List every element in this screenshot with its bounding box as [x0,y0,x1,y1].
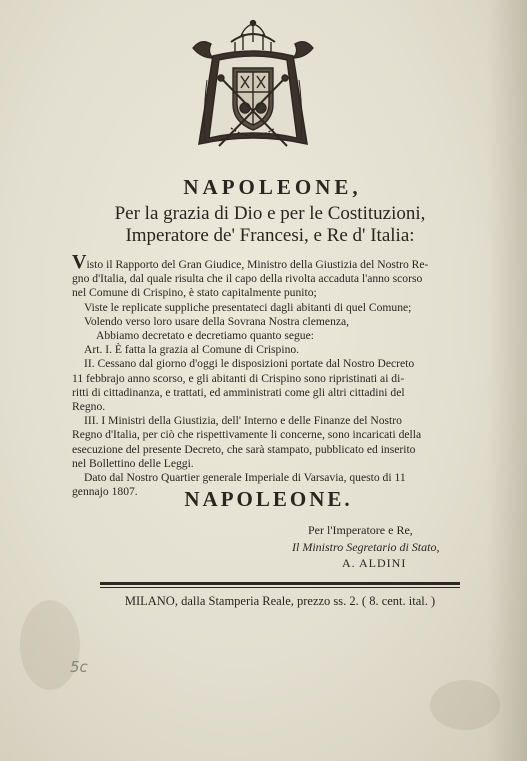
article-2-line: II. Cessano dal giorno d'oggi le disposizioni portate dal Nostro Decreto [84,357,415,371]
page-edge-shadow [487,0,527,761]
preamble-line: gno d'Italia, dal quale risulta che il capo della rivolta accaduta l'anno scorso [72,272,423,286]
decree-subtitle-line-2: Imperatore de' Francesi, e Re d' Italia: [125,225,415,246]
considerando-line: Viste le replicate suppliche presentateci dagli abitanti di quel Comune; [84,300,412,314]
preamble-line [72,251,464,273]
article-2-line: Regno. [72,400,106,414]
decree-subtitle-line-1: Per la grazia di Dio e per le Costituzioni, [114,203,426,224]
pencil-annotation: 5c [70,658,88,676]
article-2-line: 11 febbrajo anno scorso, e gli abitanti di Crispino sono ripristinati ai di- [72,371,405,385]
paper-stain [20,600,80,690]
thick-divider [100,582,460,585]
preamble-line: nel Comune di Crispino, è stato capitalmente punito; [72,286,317,300]
article-3-line: nel Bollettino delle Leggi. [72,456,194,470]
decree-title: NAPOLEONE, [183,175,362,199]
countersign-line-2: Il Ministro Segretario di Stato, [292,540,440,554]
article-3-line: III. I Ministri della Giustizia, dell' Interno e delle Finanze del Nostro [84,414,402,428]
countersign-name: A. ALDINI [342,556,407,570]
article-3-line: esecuzione del presente Decreto, che sarà stampato, pubblicato ed inserito [72,442,416,456]
decree-body [72,251,464,499]
imperial-coat-of-arms-icon [183,20,323,160]
countersign-line-1: Per l'Imperatore e Re, [308,523,413,537]
dated-line: Dato dal Nostro Quartier generale Imperiale di Varsavia, questo di 11 [84,471,406,485]
paper-stain [430,680,500,730]
dated-line: gennajo 1807. [72,485,138,499]
drop-cap: V [72,251,87,273]
printer-imprint: MILANO, dalla Stamperia Reale, prezzo ss. 2. ( 8. cent. ital. ) [124,594,436,608]
article-1: Art. I. È fatta la grazia al Comune di Crispino. [84,343,300,357]
preamble-text: isto il Rapporto del Gran Giudice, Ministro della Giustizia del Nostro Re- [86,258,429,271]
article-3-line: Regno d'Italia, per ciò che rispettivamente li concerne, sono incaricati della [72,428,422,442]
article-2-line: ritti di cittadinanza, e trattati, ed amministrati come gli altri cittadini del [72,385,405,399]
thin-divider [100,587,460,588]
signature-name: NAPOLEONE. [184,487,353,511]
decretiamo-line: Abbiamo decretato e decretiamo quanto segue: [96,329,314,343]
considerando-line: Volendo verso loro usare della Sovrana Nostra clemenza, [84,314,350,328]
